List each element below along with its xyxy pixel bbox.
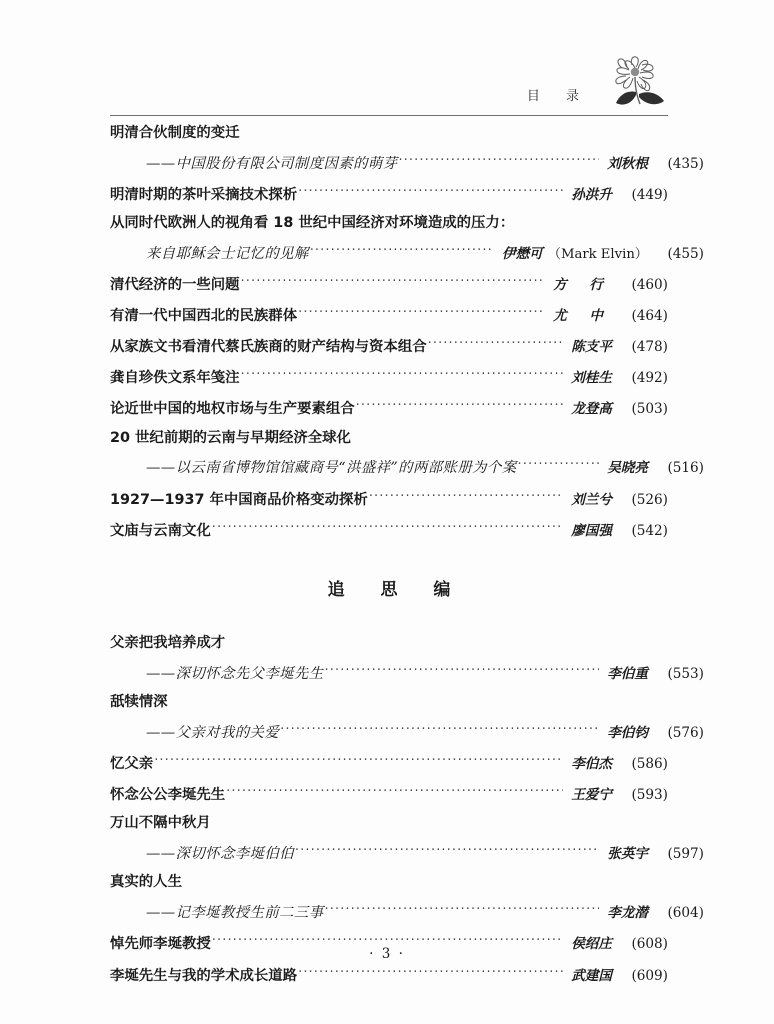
toc-entry-author-latin: （Mark Elvin） [547, 247, 648, 262]
dot-leader [295, 844, 599, 858]
toc-heading[interactable] [110, 875, 668, 889]
toc-entry-author: 李伯杰 [571, 756, 612, 773]
toc-entry-title: 李埏先生与我的学术成长道路 [110, 967, 298, 984]
toc-entry-title: 1927—1937 年中国商品价格变动探析 [110, 491, 368, 508]
table-of-contents [110, 125, 704, 997]
toc-entry-title: 万山不隔中秋月 [110, 815, 211, 832]
toc-heading[interactable] [110, 431, 668, 445]
dot-leader [310, 244, 494, 258]
toc-entry-page: (455) [667, 246, 704, 262]
toc-entry-author: 侯绍庄 [571, 936, 612, 953]
dot-leader [280, 723, 599, 737]
toc-entry-title: ——中国股份有限公司制度因素的萌芽 [146, 155, 398, 172]
toc-entry-author: 张英宇 [607, 846, 648, 863]
toc-entry-title: ——父亲对我的关爱 [146, 725, 280, 742]
toc-entry-page: (464) [631, 308, 668, 325]
toc-entry-title: ——以云南省博物馆馆藏商号“洪盛祥”的两部账册为个案 [146, 460, 517, 477]
toc-entry-page: (435) [667, 155, 704, 172]
dot-leader [325, 903, 600, 917]
dot-leader [356, 399, 564, 413]
toc-entry-author: 陈支平 [571, 339, 612, 356]
toc-entry[interactable] [110, 306, 668, 324]
dot-leader [298, 306, 545, 320]
toc-entry-title: 从家族文书看清代蔡氏族商的财产结构与资本组合 [110, 339, 427, 356]
toc-entry-title: 清代经济的一些问题 [110, 277, 240, 294]
toc-entry[interactable] [110, 275, 668, 293]
toc-entry[interactable] [110, 368, 668, 386]
toc-entry[interactable] [110, 185, 668, 203]
toc-entry-title: ——深切怀念李埏伯伯 [146, 846, 294, 863]
toc-entry-title: 忆父亲 [110, 756, 154, 773]
toc-heading[interactable] [110, 695, 668, 709]
chrysanthemum-flower-ornament [602, 54, 674, 116]
toc-entry-author: 吴晓亮 [607, 460, 648, 477]
toc-entry-page: (586) [631, 756, 668, 773]
toc-entry-author: 廖国强 [571, 522, 612, 539]
toc-entry-author: 刘秋根 [607, 155, 648, 172]
dot-leader [325, 664, 600, 678]
toc-entry-page: (609) [631, 967, 668, 984]
toc-entry-title: 龚自珍佚文系年笺注 [110, 370, 240, 387]
toc-entry-title: 来自耶稣会士记忆的见解 [146, 246, 309, 262]
toc-entry-page: (593) [631, 787, 668, 804]
toc-entry-title: 真实的人生 [110, 874, 182, 891]
toc-entry-author: 刘兰兮 [571, 491, 612, 508]
toc-entry-title: 明清合伙制度的变迁 [110, 125, 240, 141]
dot-leader [212, 521, 563, 535]
dot-leader [241, 368, 564, 382]
toc-entry-page: (597) [667, 846, 704, 863]
toc-entry-author: 伊懋可 [501, 246, 543, 262]
toc-entry[interactable] [110, 458, 704, 476]
toc-entry-author: 龙登高 [571, 401, 612, 418]
toc-entry[interactable] [110, 337, 668, 355]
toc-entry-page: (526) [631, 491, 668, 508]
toc-entry-title: 从同时代欧洲人的视角看 18 世纪中国经济对环境造成的压力： [110, 215, 515, 232]
toc-entry[interactable] [110, 244, 704, 262]
dot-leader [298, 185, 563, 199]
toc-entry-title: 父亲把我培养成才 [110, 635, 226, 652]
toc-entry[interactable] [110, 903, 704, 921]
toc-entry-title: 论近世中国的地权市场与生产要素组合 [110, 401, 355, 418]
toc-heading[interactable] [110, 216, 668, 230]
toc-entry-page: (478) [631, 339, 668, 356]
toc-entry-page: (542) [631, 522, 668, 539]
toc-entry-title: 有清一代中国西北的民族群体 [110, 308, 298, 325]
toc-entry[interactable] [110, 154, 704, 172]
toc-entry[interactable] [110, 844, 704, 862]
toc-entry-page: (449) [631, 187, 668, 203]
dot-leader [398, 154, 599, 168]
toc-entry[interactable] [110, 399, 668, 417]
toc-heading[interactable] [110, 816, 668, 830]
toc-entry-author: 李伯钧 [607, 725, 648, 742]
toc-entry-title: ——记李埏教授生前二三事 [146, 905, 324, 922]
dot-leader [518, 458, 600, 472]
toc-entry-page: (460) [631, 277, 668, 294]
toc-entry-page: (516) [667, 460, 704, 477]
dot-leader [226, 785, 563, 799]
header-rule [110, 115, 668, 116]
toc-entry-author: 武建国 [571, 967, 612, 984]
toc-entry-title: 20 世纪前期的云南与早期经济全球化 [110, 429, 351, 446]
toc-entry-page: (576) [667, 725, 704, 742]
toc-entry-page: (503) [631, 401, 668, 418]
toc-entry-title: 文庙与云南文化 [110, 522, 211, 539]
toc-entry-title: 悼先师李埏教授 [110, 936, 211, 953]
toc-entry[interactable] [110, 966, 668, 984]
toc-entry[interactable] [110, 521, 668, 539]
toc-entry-author: 刘桂生 [571, 370, 612, 387]
toc-entry[interactable] [110, 490, 668, 508]
part-title: 追 思 编 [327, 580, 466, 601]
toc-entry-page: (608) [631, 936, 668, 953]
running-head [110, 52, 668, 114]
toc-heading[interactable] [110, 636, 668, 650]
toc-entry-page: (604) [667, 905, 704, 922]
toc-entry-title: 怀念公公李埏先生 [110, 787, 226, 804]
toc-heading[interactable] [110, 126, 668, 140]
toc-entry-title: 舐犊情深 [110, 694, 168, 711]
toc-entry-author: 方 行 [553, 277, 612, 294]
toc-entry-author: 李伯重 [607, 666, 648, 683]
toc-entry[interactable] [110, 723, 704, 741]
toc-entry[interactable] [110, 664, 704, 682]
running-head-label: 目 录 [526, 89, 590, 104]
toc-entry-title: 明清时期的茶叶采摘技术探析 [110, 187, 298, 203]
toc-entry-author: 李龙潜 [607, 905, 648, 922]
toc-entry[interactable] [110, 754, 668, 772]
dot-leader [298, 966, 563, 980]
toc-entry-author: 尤 中 [553, 308, 612, 325]
toc-entry-page: (553) [667, 666, 704, 683]
toc-entry-title: ——深切怀念先父李埏先生 [146, 666, 324, 683]
dot-leader [241, 275, 546, 289]
toc-entry-author: 王爱宁 [571, 787, 612, 804]
dot-leader [154, 754, 563, 768]
dot-leader [428, 337, 564, 351]
dot-leader [369, 490, 563, 504]
toc-entry-page: (492) [631, 370, 668, 387]
page-folio: · 3 · [369, 946, 405, 962]
toc-entry-author: 孙洪升 [571, 187, 612, 203]
toc-entry[interactable] [110, 785, 668, 803]
